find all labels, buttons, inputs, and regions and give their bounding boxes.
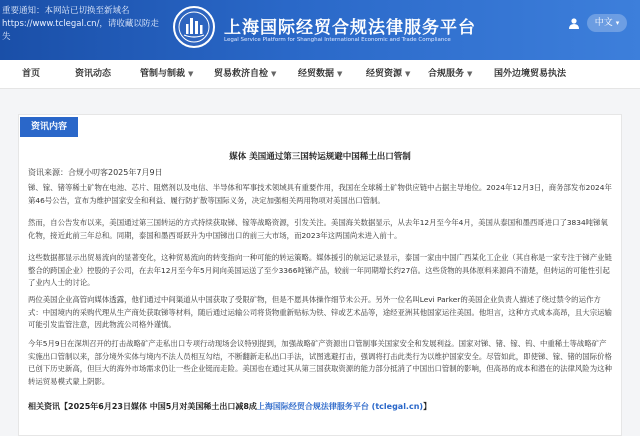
main-nav (0, 60, 640, 89)
article-paragraph: 锑、镓、锗等稀土矿物在电池、芯片、阻燃剂以及电信、半导体和军事技术领域具有重要作用，我国在全球稀土矿物供应链中占据主导地位。2024年12月3日，商务部发布2024年第46号公告，宣布为维护国家安全和利益、履行防扩散等国际义务，决定加强相关两用物项对美国出口管制。 (28, 183, 612, 205)
chevron-down-icon: ▼ (188, 70, 194, 78)
chevron-down-icon: ▼ (337, 70, 343, 78)
chevron-down-icon: ▼ (467, 70, 473, 78)
nav-item-home[interactable] (22, 60, 40, 88)
chevron-down-icon: ▾ (615, 19, 620, 27)
site-title-en: Legal Service Platform for Shanghai International Economic and Trade Compliance (224, 37, 451, 43)
nav-item-label: 经贸资源 (366, 69, 403, 79)
language-switch-button[interactable] (587, 14, 627, 32)
site-header (0, 0, 640, 60)
article-title: 媒体 美国通过第三国转运规避中国稀土出口管制 (229, 152, 411, 162)
article-source: 资讯来源：合规小叨客2025年7月9日 (28, 168, 163, 177)
related-news-suffix: 】 (423, 402, 432, 411)
nav-item-label: 资讯动态 (75, 69, 112, 79)
article-paragraph: 这些数据都显示出贸易流向的显著变化，这种贸易流向的转变指向一种可能的转运策略。媒体援引的航运记录显示，泰国一家由中国广西某化工企业（其自称是一家专注于锑产业链整合的跨国企业）控股的子公司，在去年12月至今年5月间向美国运送了至少3366吨锑产品，较前一年同期增长约27倍。这些货物的具体原料来源尚不清楚，但转运的可能性引起了业内人士的讨论。 (28, 253, 612, 287)
related-news-link[interactable]: 上海国际经贸合规法律服务平台 (tclegal.cn) (256, 402, 424, 411)
platform-seal-icon[interactable] (173, 6, 215, 48)
nav-item-label: 贸易救济自检 (214, 69, 269, 79)
chevron-down-icon: ▼ (271, 70, 277, 78)
nav-item-trade-data[interactable] (298, 60, 342, 88)
tab-article-content[interactable]: 资讯内容 (20, 117, 78, 137)
chevron-down-icon: ▼ (405, 70, 411, 78)
related-news (28, 401, 612, 412)
nav-item-border-enforcement[interactable] (494, 60, 566, 88)
nav-item-trade-resources[interactable] (366, 60, 410, 88)
site-title[interactable]: 上海国际经贸合规法律服务平台 (224, 18, 476, 38)
article-paragraph: 今年5月9日在深圳召开的打击战略矿产走私出口专项行动现场会议特别提到，加强战略矿产资源出口管制事关国家安全和发展利益。国家对锑、锗、镓、钨、中重稀土等战略矿产实施出口管制以来，部分境外实体与境内不法人员相互勾结，不断翻新走私出口手法，试图逃避打击，强调将打击此类行为以维护国家安全。尽管如此，即使锑、镓、锗的国际价格已创下历史新高，但巨大的海外市场需求仍让一些企业铤而走险。美国也在通过其从第三国获取资源的能力部分抵消了中国出口管制的影响，但高昂的成本和潜在的法律风险为这种转运贸易模式蒙上阴影。 (28, 339, 612, 386)
nav-item-compliance-services[interactable] (428, 60, 472, 88)
nav-item-news[interactable] (75, 60, 111, 88)
nav-item-label: 合规服务 (428, 69, 465, 79)
nav-item-label: 经贸数据 (298, 69, 335, 79)
nav-item-controls-sanctions[interactable] (140, 60, 193, 88)
language-label: 中文 (594, 18, 613, 28)
nav-item-label: 首页 (22, 69, 41, 79)
domain-notice: 重要通知：本网站已切换至新域名 https://www.tclegal.cn/，请收藏以防走失 (2, 6, 159, 42)
user-icon[interactable] (568, 17, 580, 29)
nav-item-trade-remedy[interactable] (214, 60, 276, 88)
related-news-prefix: 相关资讯【2025年6月23日媒体 中国5月对美国稀土出口减8成 (28, 402, 257, 411)
article-paragraph: 两位美国企业高管向媒体透露，他们通过中间渠道从中国获取了受限矿物，但是不愿具体操作细节未公开。另外一位名叫Levi Parker的美国企业负责人描述了绕过禁令的运作方式：中国境内的采购代理从生产商处获取锑等材料，随后通过运输公司将货物重新贴标为铁、锌或艺术品等，途经亚洲其他国家运往美国。他坦言，这种方式成本高昂，且大宗运输可能引发监管注意，因此物流公司格外谨慎。 (28, 295, 612, 329)
article-paragraph: 然而，自公告发布以来，美国通过第三国转运的方式持续获取锑、镓等战略资源，引发关注。美国海关数据显示，从去年12月至今年4月，美国从泰国和墨西哥进口了3834吨锑氧化物，接近此前三年总和。同期，泰国和墨西哥跃升为中国锑出口的前三大市场，而2023年这两国尚未进入前十。 (28, 218, 608, 240)
nav-item-label: 管制与制裁 (140, 69, 186, 79)
nav-item-label: 国外边境贸易执法 (494, 69, 567, 79)
